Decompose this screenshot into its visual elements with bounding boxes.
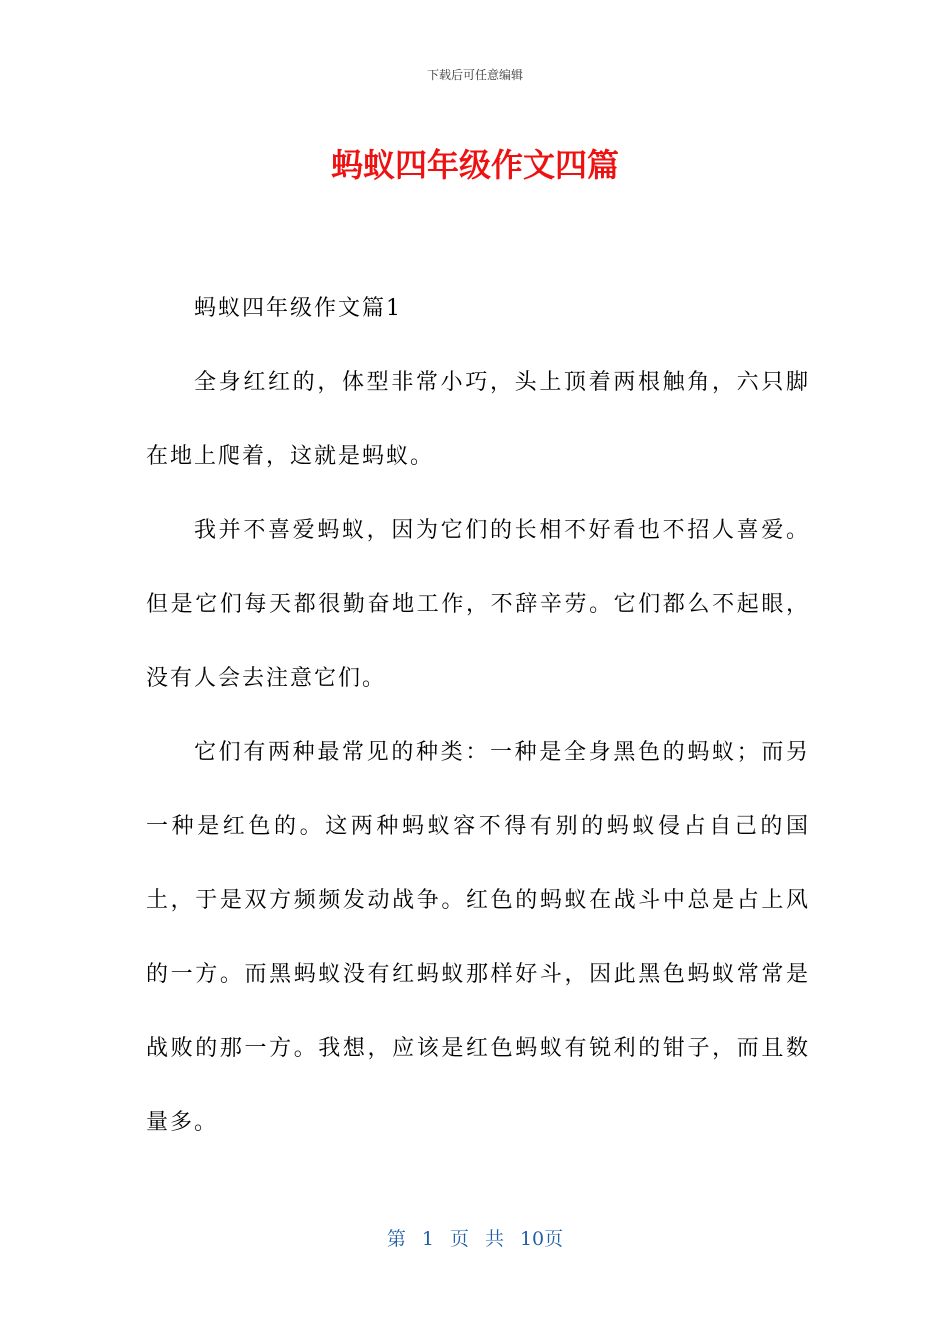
paragraph-2: 我并不喜爱蚂蚁，因为它们的长相不好看也不招人喜爱。但是它们每天都很勤奋地工作，不辞辛劳。它们都么不起眼，没有人会去注意它们。 xyxy=(146,518,810,691)
footer-current-page: 1 xyxy=(421,1228,434,1250)
header-note: 下载后可任意编辑 xyxy=(426,68,523,82)
footer-page-word: 页 xyxy=(449,1228,469,1250)
paragraph-1: 全身红红的，体型非常小巧，头上顶着两根触角，六只脚在地上爬着，这就是蚂蚁。 xyxy=(146,370,810,469)
page-footer xyxy=(0,1224,950,1251)
section-heading: 蚂蚁四年级作文篇1 xyxy=(194,296,402,321)
footer-total-pages: 10页 xyxy=(519,1228,564,1250)
paragraph-3: 它们有两种最常见的种类：一种是全身黑色的蚂蚁；而另一种是红色的。这两种蚂蚁容不得有别的蚂蚁侵占自己的国土，于是双方频频发动战争。红色的蚂蚁在战斗中总是占上风的一方。而黑蚂蚁没有红蚂蚁那样好斗，因此黑色蚂蚁常常是战败的那一方。我想，应该是红色蚂蚁有锐利的钳子，而且数量多。 xyxy=(146,740,810,1135)
footer-prefix: 第 xyxy=(386,1228,406,1250)
document-body xyxy=(146,272,810,1160)
footer-total-word: 共 xyxy=(484,1228,504,1250)
document-title: 蚂蚁四年级作文四篇 xyxy=(330,146,619,184)
